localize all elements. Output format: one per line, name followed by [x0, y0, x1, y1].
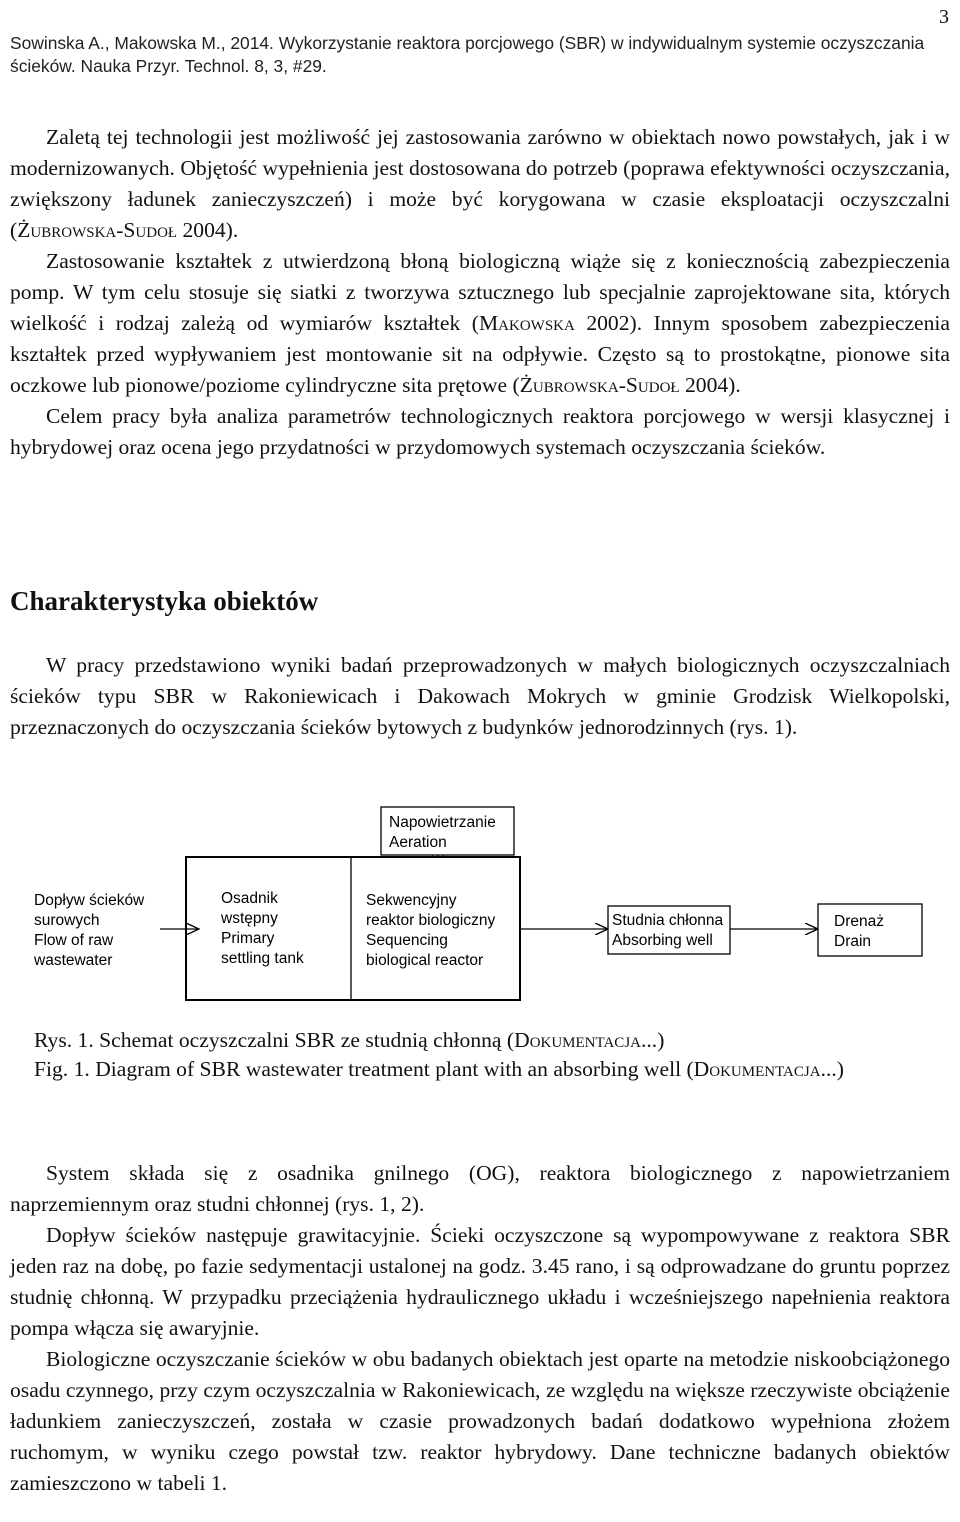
body-paragraph-1: System składa się z osadnika gnilnego (OG), reaktora biologicznego z napowietrzaniem naprzemiennym oraz studni chłonnej (rys. 1, 2).: [10, 1161, 950, 1216]
intro-paragraph-1: Zaletą tej technologii jest możliwość jej zastosowania zarówno w obiektach nowo powstałych, jak i w modernizowanych. Objętość wypełnienia jest dostosowana do potrzeb (poprawa efektywności oczyszczania, zwiększony ładunek zanieczyszczeń) i może być korygowana w czasie eksploatacji oczyszczalni (Żubrowska-Sudoł 2004).: [10, 125, 950, 242]
drain-label: Drenaż Drain: [834, 913, 884, 950]
intro-text: [10, 122, 950, 463]
page-number: 3: [939, 6, 949, 28]
running-header-citation: Sowinska A., Makowska M., 2014. Wykorzystanie reaktora porcjowego (SBR) w indywidualnym systemie oczyszczania ścieków. Nauka Przyr. Technol. 8, 3, #29.: [10, 33, 925, 76]
caption-english: Fig. 1. Diagram of SBR wastewater treatment plant with an absorbing well (Dokumentacja...): [34, 1057, 844, 1081]
absorbing-well-label: Studnia chłonna Absorbing well: [612, 912, 724, 949]
section-paragraph-1: W pracy przedstawiono wyniki badań przeprowadzonych w małych biologicznych oczyszczalniach ścieków typu SBR w Rakoniewicach i Dakowach Mokrych w gminie Grodzisk Wielkopolski, przeznaczonych do oczyszczania ścieków bytowych z budynków jednorodzinnych (rys. 1).: [10, 653, 950, 739]
settling-tank-label: Osadnik wstępny Primary settling tank: [221, 890, 304, 967]
intro-paragraph-3: Celem pracy była analiza parametrów technologicznych reaktora porcjowego w wersji klasycznej i hybrydowej oraz ocena jego przydatności w przydomowych systemach oczyszczania ścieków.: [10, 404, 950, 459]
body-paragraph-2: Dopływ ścieków następuje grawitacyjnie. Ścieki oczyszczone są wypompowywane z reaktora SBR jeden raz na dobę, po fazie sedymentacji ustalonej na godz. 3.45 rano, i są odprowadzane do gruntu poprzez studnię chłonną. W przypadku przeciążenia hydraulicznego układu i wcześniejszego napełnienia reaktora pompa włącza się awaryjnie.: [10, 1223, 950, 1340]
body-paragraph-3: Biologiczne oczyszczanie ścieków w obu badanych obiektach jest oparte na metodzie niskoobciążonego osadu czynnego, przy czym oczyszczalnia w Rakoniewicach, ze względu na większe rzeczywiste obciążenie ładunkiem zanieczyszczeń, została w czasie prowadzonych badań dodatkowo wypełniona złożem ruchomym, w wyniku czego powstał tzw. reaktor hybrydowy. Dane techniczne badanych obiektów zamieszczono w tabeli 1.: [10, 1347, 950, 1495]
section-heading: Charakterystyka obiektów: [10, 586, 319, 616]
section-text: [10, 650, 950, 743]
figure-caption: [34, 1026, 928, 1084]
process-flow-diagram: [0, 790, 960, 1015]
aeration-label: Napowietrzanie Aeration: [389, 814, 496, 851]
caption-polish: Rys. 1. Schemat oczyszczalni SBR ze studnią chłonną (Dokumentacja...): [34, 1028, 665, 1052]
citation: Makowska: [478, 311, 575, 335]
citation: Żubrowska-Sudoł: [17, 218, 178, 242]
body-text: [10, 1158, 950, 1499]
reactor-label: Sekwencyjny reaktor biologiczny Sequencing biological reactor: [366, 892, 496, 969]
intro-paragraph-2: Zastosowanie kształtek z utwierdzoną błoną biologiczną wiąże się z koniecznością zabezpieczenia pomp. W tym celu stosuje się siatki z tworzywa sztucznego lub specjalnie zaprojektowane sita, których wielkość i rodzaj zależą od wymiarów kształtek (Makowska 2002). Innym sposobem zabezpieczenia kształtek przed wypływaniem jest montowanie sit na odpływie. Często są to prostokątne, pionowe sita oczkowe lub pionowe/poziome cylindryczne sita prętowe (Żubrowska-Sudoł 2004).: [10, 249, 950, 397]
inflow-label: Dopływ ścieków surowych Flow of raw wastewater: [34, 892, 145, 969]
citation: Żubrowska-Sudoł: [519, 373, 680, 397]
